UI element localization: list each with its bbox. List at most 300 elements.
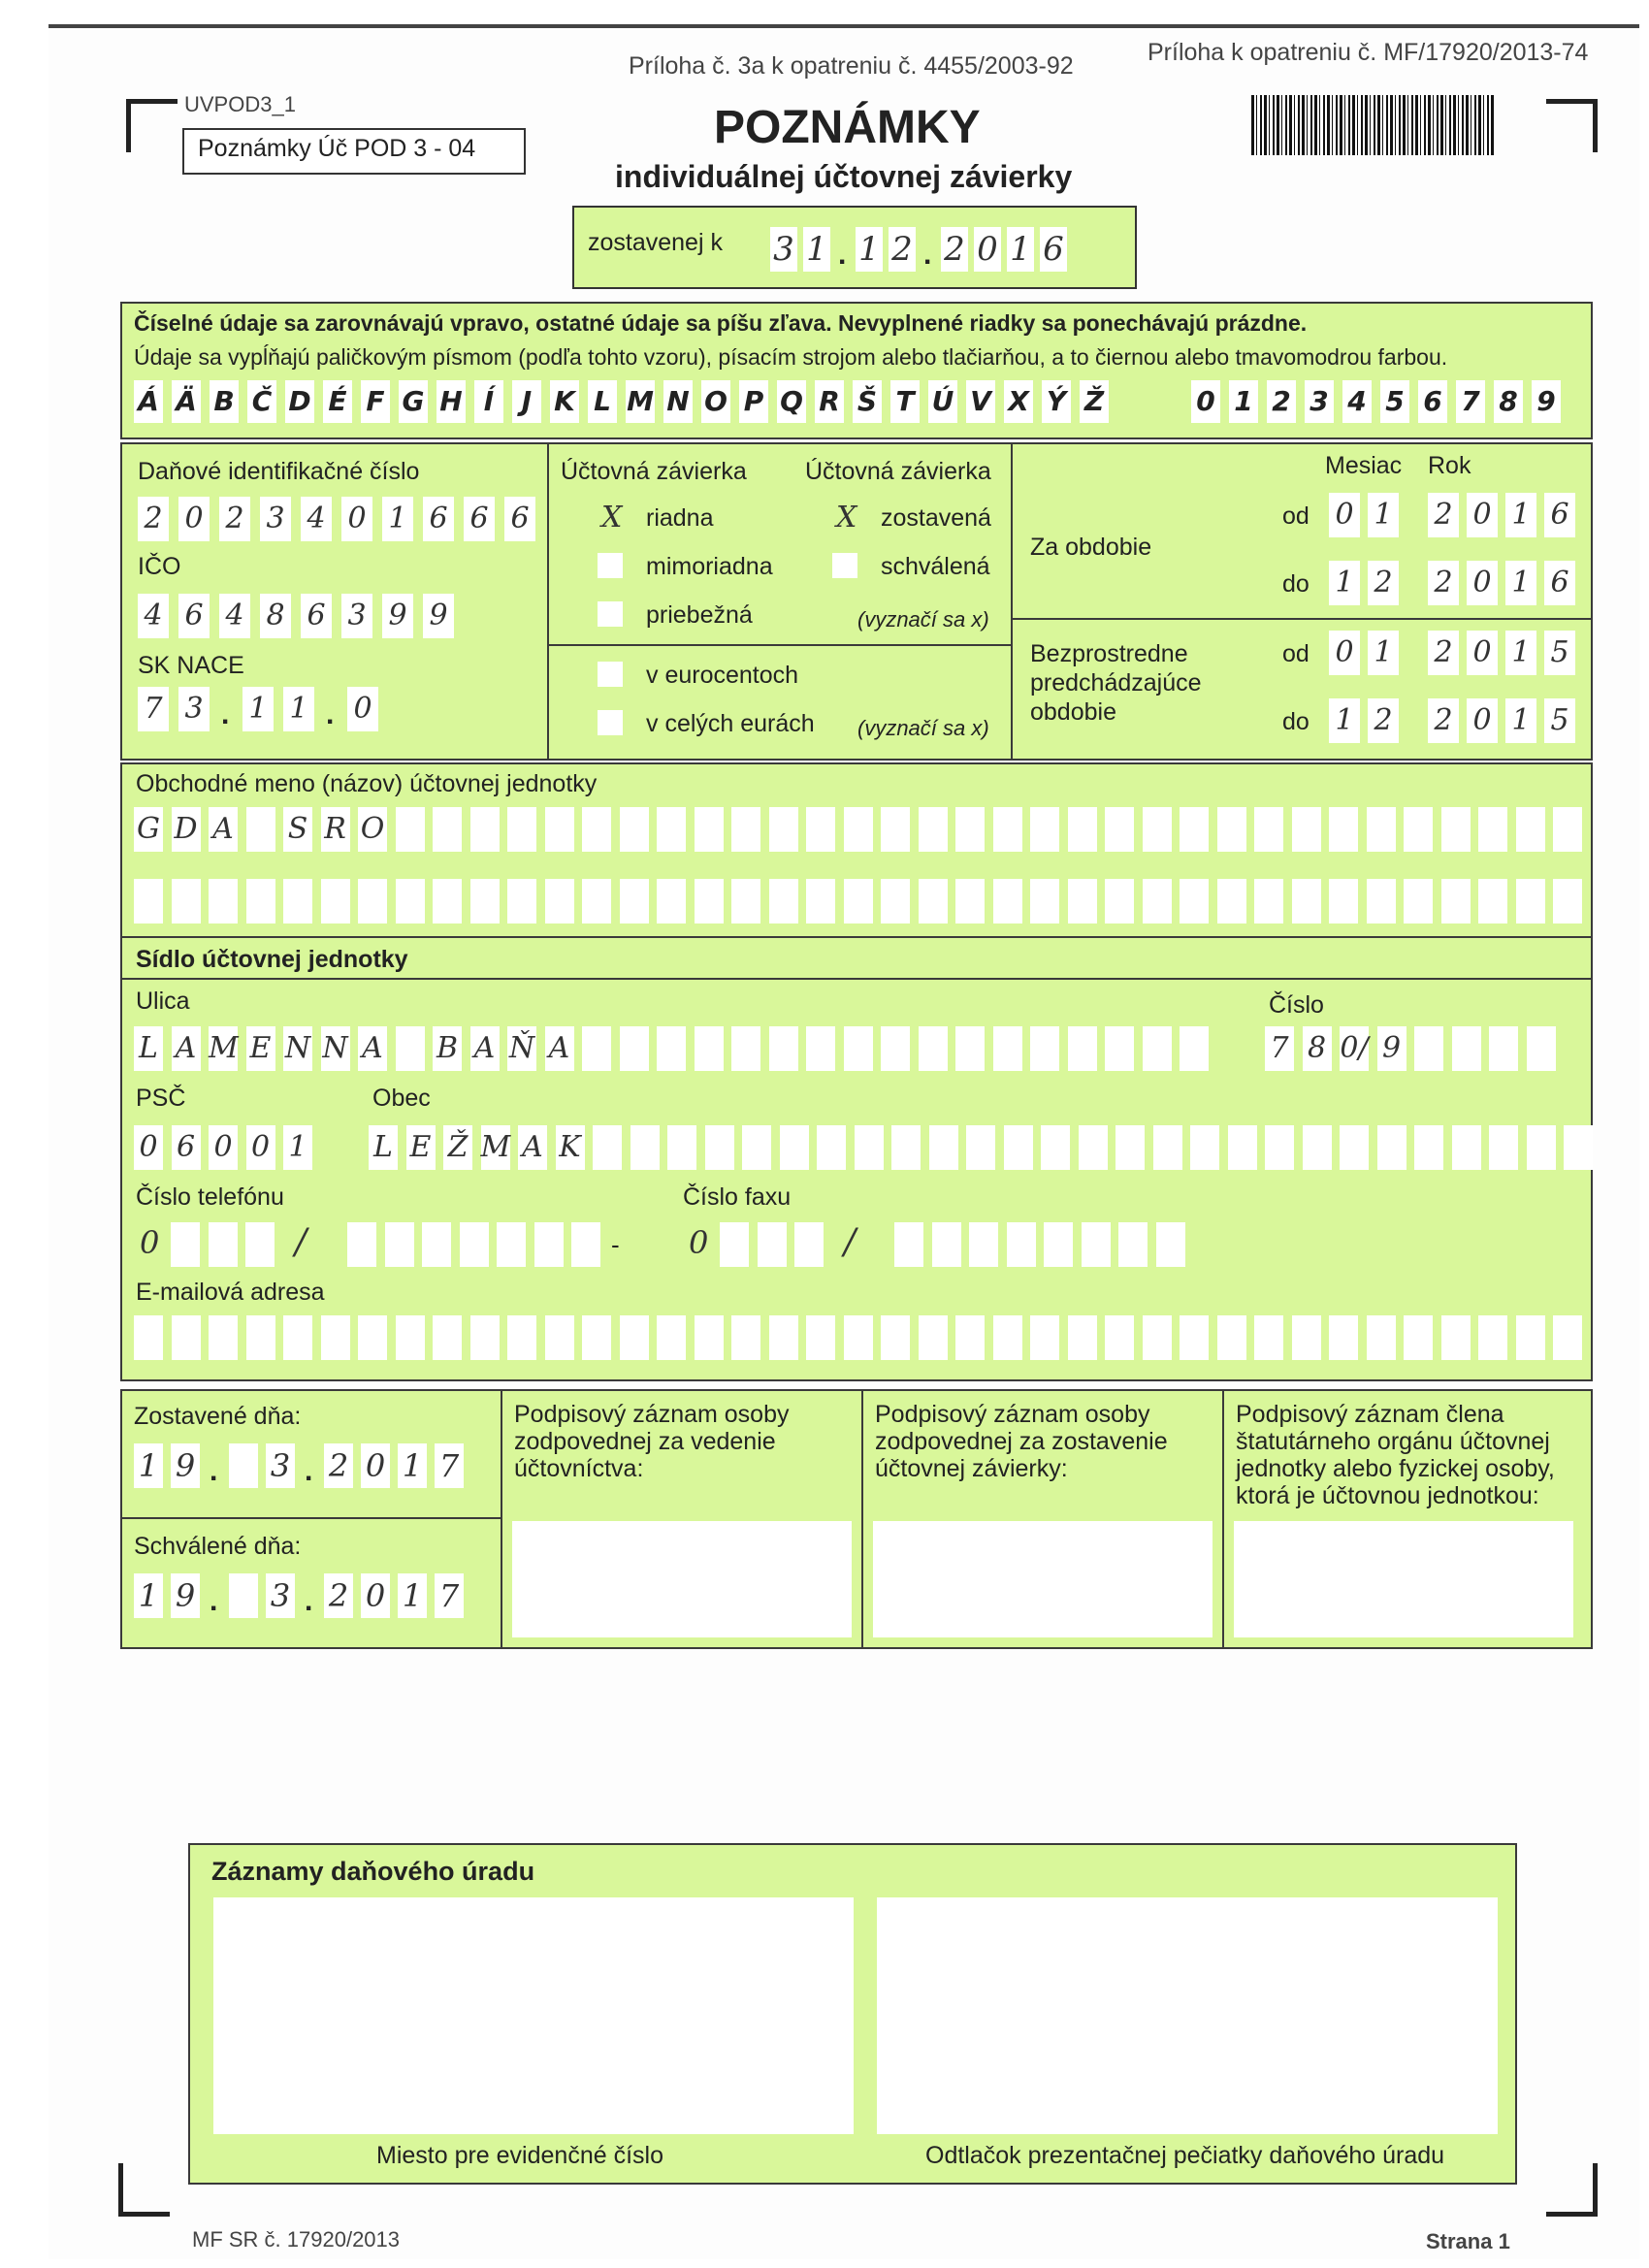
date-cell[interactable]: [435, 1573, 464, 1618]
phone-cell[interactable]: [534, 1222, 564, 1267]
name-cell[interactable]: [731, 807, 760, 852]
city-cell[interactable]: [1303, 1125, 1332, 1170]
sample-letter-cell: [890, 380, 920, 423]
city-cell[interactable]: [1228, 1125, 1257, 1170]
email-cell[interactable]: [657, 1315, 686, 1360]
zostavena-checkbox-mark[interactable]: X: [836, 501, 857, 535]
phone-cell[interactable]: [347, 1222, 376, 1267]
name-cell[interactable]: [1553, 879, 1582, 923]
nace-cell[interactable]: [283, 687, 314, 731]
name-cell[interactable]: [321, 879, 350, 923]
date-cell[interactable]: [171, 1443, 200, 1488]
city-cell[interactable]: [1527, 1125, 1556, 1170]
email-cell[interactable]: [1217, 1315, 1246, 1360]
street-cell[interactable]: [806, 1026, 835, 1071]
city-cell[interactable]: [630, 1125, 660, 1170]
fax-cell[interactable]: [1082, 1222, 1111, 1267]
name-cell[interactable]: [507, 807, 536, 852]
ico-cell[interactable]: [382, 594, 413, 638]
email-cell[interactable]: [1441, 1315, 1471, 1360]
number-cell[interactable]: [1340, 1026, 1369, 1071]
fax-cell[interactable]: [1156, 1222, 1185, 1267]
name-cell[interactable]: [134, 807, 163, 852]
name-cell[interactable]: [1030, 879, 1059, 923]
month-cell[interactable]: [1368, 561, 1399, 605]
cell-char: Q: [780, 385, 803, 417]
city-cell[interactable]: [1041, 1125, 1070, 1170]
date-cell[interactable]: [361, 1443, 390, 1488]
city-cell[interactable]: [1377, 1125, 1406, 1170]
city-cell[interactable]: [1564, 1125, 1593, 1170]
month-cell[interactable]: [1329, 561, 1360, 605]
phone-cell[interactable]: [497, 1222, 526, 1267]
mimoriadna-checkbox[interactable]: [598, 553, 623, 578]
name-cell[interactable]: [1478, 807, 1507, 852]
month-cell[interactable]: [1368, 493, 1399, 537]
name-cell[interactable]: [806, 807, 835, 852]
name-cell[interactable]: [1030, 807, 1059, 852]
email-cell[interactable]: [433, 1315, 462, 1360]
street-cell[interactable]: [209, 1026, 238, 1071]
street-cell[interactable]: [620, 1026, 649, 1071]
psc-cell[interactable]: [246, 1125, 275, 1170]
eurocent-checkbox[interactable]: [598, 662, 623, 687]
name-cell[interactable]: [582, 807, 611, 852]
date-cell[interactable]: [435, 1443, 464, 1488]
email-cell[interactable]: [1143, 1315, 1172, 1360]
name-cell[interactable]: [1441, 879, 1471, 923]
dic-cell[interactable]: [178, 497, 210, 541]
email-cell[interactable]: [1105, 1315, 1134, 1360]
fax-cell[interactable]: [720, 1222, 749, 1267]
ico-cell[interactable]: [178, 594, 210, 638]
year-cell[interactable]: [1467, 493, 1498, 537]
month-cell[interactable]: [1329, 493, 1360, 537]
psc-cell[interactable]: [172, 1125, 201, 1170]
street-cell[interactable]: [695, 1026, 724, 1071]
name-cell[interactable]: [919, 879, 948, 923]
name-cell[interactable]: [172, 807, 201, 852]
number-cell[interactable]: [1452, 1026, 1481, 1071]
street-cell[interactable]: [993, 1026, 1022, 1071]
name-cell[interactable]: [1404, 807, 1433, 852]
name-cell[interactable]: [209, 879, 238, 923]
email-cell[interactable]: [246, 1315, 275, 1360]
name-cell[interactable]: [955, 879, 985, 923]
street-cell[interactable]: [1068, 1026, 1097, 1071]
street-cell[interactable]: [246, 1026, 275, 1071]
date-cell[interactable]: [398, 1573, 427, 1618]
city-cell[interactable]: [780, 1125, 809, 1170]
ico-cell[interactable]: [341, 594, 372, 638]
name-cell[interactable]: [1217, 879, 1246, 923]
fax-cell[interactable]: [969, 1222, 998, 1267]
year-cell[interactable]: [1428, 561, 1459, 605]
name-cell[interactable]: [283, 807, 312, 852]
eur-checkbox[interactable]: [598, 710, 623, 735]
email-cell[interactable]: [844, 1315, 873, 1360]
street-cell[interactable]: [731, 1026, 760, 1071]
name-cell[interactable]: [396, 879, 425, 923]
phone-cell[interactable]: [385, 1222, 414, 1267]
phone-cell[interactable]: [571, 1222, 600, 1267]
city-cell[interactable]: [1414, 1125, 1443, 1170]
name-cell[interactable]: [695, 807, 724, 852]
dic-cell[interactable]: [382, 497, 413, 541]
email-cell[interactable]: [695, 1315, 724, 1360]
month-cell[interactable]: [1368, 631, 1399, 675]
street-cell[interactable]: [1030, 1026, 1059, 1071]
street-cell[interactable]: [1180, 1026, 1209, 1071]
city-cell[interactable]: [1265, 1125, 1294, 1170]
city-cell[interactable]: [817, 1125, 846, 1170]
name-cell[interactable]: [246, 807, 275, 852]
email-cell[interactable]: [919, 1315, 948, 1360]
street-cell[interactable]: [134, 1026, 163, 1071]
phone-cell[interactable]: [422, 1222, 451, 1267]
name-cell[interactable]: [134, 879, 163, 923]
email-cell[interactable]: [806, 1315, 835, 1360]
fax-cell[interactable]: [794, 1222, 824, 1267]
fax-cell[interactable]: [758, 1222, 787, 1267]
fax-cell[interactable]: [1007, 1222, 1036, 1267]
name-cell[interactable]: [1217, 807, 1246, 852]
phone-cell[interactable]: [245, 1222, 275, 1267]
name-cell[interactable]: [657, 879, 686, 923]
number-cell[interactable]: [1414, 1026, 1443, 1071]
name-cell[interactable]: [1329, 807, 1358, 852]
nace-cell[interactable]: [242, 687, 274, 731]
email-cell[interactable]: [1478, 1315, 1507, 1360]
email-cell[interactable]: [993, 1315, 1022, 1360]
name-cell[interactable]: [1367, 879, 1396, 923]
dic-cell[interactable]: [341, 497, 372, 541]
city-cell[interactable]: [556, 1125, 585, 1170]
name-cell[interactable]: [545, 879, 574, 923]
street-cell[interactable]: [545, 1026, 574, 1071]
street-cell[interactable]: [919, 1026, 948, 1071]
street-cell[interactable]: [881, 1026, 910, 1071]
email-cell[interactable]: [1030, 1315, 1059, 1360]
year-cell[interactable]: [1505, 561, 1536, 605]
year-cell[interactable]: [1428, 698, 1459, 743]
cell-char: K: [554, 385, 575, 417]
fax-cell[interactable]: [932, 1222, 961, 1267]
name-cell[interactable]: [1254, 807, 1283, 852]
city-cell[interactable]: [1079, 1125, 1108, 1170]
phone-cell[interactable]: [171, 1222, 200, 1267]
nace-cell[interactable]: [347, 687, 378, 731]
name-cell[interactable]: [1143, 807, 1172, 852]
street-cell[interactable]: [1143, 1026, 1172, 1071]
name-cell[interactable]: [1254, 879, 1283, 923]
name-cell[interactable]: [1105, 807, 1134, 852]
psc-cell[interactable]: [134, 1125, 163, 1170]
city-cell[interactable]: [929, 1125, 958, 1170]
city-cell[interactable]: [1116, 1125, 1145, 1170]
street-cell[interactable]: [507, 1026, 536, 1071]
city-cell[interactable]: [481, 1125, 510, 1170]
name-cell[interactable]: [1367, 807, 1396, 852]
street-cell[interactable]: [172, 1026, 201, 1071]
street-cell[interactable]: [470, 1026, 500, 1071]
email-cell[interactable]: [134, 1315, 163, 1360]
dic-cell[interactable]: [423, 497, 454, 541]
year-cell[interactable]: [1505, 698, 1536, 743]
city-cell[interactable]: [667, 1125, 696, 1170]
psc-cell[interactable]: [283, 1125, 312, 1170]
email-cell[interactable]: [358, 1315, 387, 1360]
ico-cell[interactable]: [260, 594, 291, 638]
year-cell[interactable]: [1544, 631, 1575, 675]
cell-char: Ž: [1083, 385, 1105, 417]
name-cell[interactable]: [993, 879, 1022, 923]
name-cell[interactable]: [1180, 807, 1209, 852]
ico-cell[interactable]: [423, 594, 454, 638]
name-cell[interactable]: [1292, 807, 1321, 852]
city-cell[interactable]: [1340, 1125, 1369, 1170]
email-cell[interactable]: [172, 1315, 201, 1360]
name-cell[interactable]: [881, 807, 910, 852]
street-cell[interactable]: [321, 1026, 350, 1071]
cell-char: 4: [1347, 385, 1367, 417]
street-cell[interactable]: [433, 1026, 462, 1071]
name-cell[interactable]: [844, 807, 873, 852]
name-cell[interactable]: [470, 807, 500, 852]
cell-char: 7: [144, 692, 163, 726]
city-cell[interactable]: [1153, 1125, 1182, 1170]
street-cell[interactable]: [769, 1026, 798, 1071]
priebezna-checkbox[interactable]: [598, 601, 623, 627]
name-cell[interactable]: [433, 879, 462, 923]
name-cell[interactable]: [172, 879, 201, 923]
city-cell[interactable]: [518, 1125, 547, 1170]
cell-char: D: [174, 812, 198, 846]
name-cell[interactable]: [1068, 807, 1097, 852]
email-cell[interactable]: [1180, 1315, 1209, 1360]
name-cell[interactable]: [731, 879, 760, 923]
date-cell[interactable]: [324, 1573, 353, 1618]
number-cell[interactable]: [1265, 1026, 1294, 1071]
riadna-checkbox-mark[interactable]: X: [601, 501, 623, 535]
name-cell[interactable]: [358, 879, 387, 923]
dic-cell[interactable]: [301, 497, 332, 541]
city-cell[interactable]: [369, 1125, 398, 1170]
year-cell[interactable]: [1467, 631, 1498, 675]
name-cell[interactable]: [1441, 807, 1471, 852]
ico-cell[interactable]: [219, 594, 250, 638]
email-cell[interactable]: [396, 1315, 425, 1360]
year-cell[interactable]: [1505, 631, 1536, 675]
name-cell[interactable]: [844, 879, 873, 923]
name-cell[interactable]: [1553, 807, 1582, 852]
name-cell[interactable]: [321, 807, 350, 852]
month-cell[interactable]: [1329, 631, 1360, 675]
email-cell[interactable]: [1254, 1315, 1283, 1360]
ico-cell[interactable]: [301, 594, 332, 638]
name-cell[interactable]: [209, 807, 238, 852]
date-cell[interactable]: [361, 1573, 390, 1618]
email-cell[interactable]: [955, 1315, 985, 1360]
date-cell[interactable]: [134, 1573, 163, 1618]
fax-cell[interactable]: [1118, 1222, 1148, 1267]
email-cell[interactable]: [1404, 1315, 1433, 1360]
name-cell[interactable]: [396, 807, 425, 852]
nace-cell[interactable]: [138, 687, 169, 731]
name-cell[interactable]: [769, 879, 798, 923]
street-cell[interactable]: [657, 1026, 686, 1071]
dic-cell[interactable]: [464, 497, 495, 541]
email-cell[interactable]: [1329, 1315, 1358, 1360]
dic-cell[interactable]: [219, 497, 250, 541]
city-cell[interactable]: [406, 1125, 436, 1170]
name-cell[interactable]: [1329, 879, 1358, 923]
name-cell[interactable]: [1143, 879, 1172, 923]
city-cell[interactable]: [1452, 1125, 1481, 1170]
name-cell[interactable]: [1180, 879, 1209, 923]
city-cell[interactable]: [1004, 1125, 1033, 1170]
nace-cell[interactable]: [178, 687, 210, 731]
email-cell[interactable]: [507, 1315, 536, 1360]
signature-field-statutory[interactable]: [1234, 1521, 1573, 1637]
name-cell[interactable]: [283, 879, 312, 923]
email-cell[interactable]: [881, 1315, 910, 1360]
email-cell[interactable]: [1516, 1315, 1545, 1360]
street-cell[interactable]: [844, 1026, 873, 1071]
year-cell[interactable]: [1544, 698, 1575, 743]
email-cell[interactable]: [1068, 1315, 1097, 1360]
city-cell[interactable]: [1190, 1125, 1219, 1170]
year-cell[interactable]: [1467, 698, 1498, 743]
number-cell[interactable]: [1377, 1026, 1406, 1071]
cell-char: 0: [347, 502, 367, 535]
dic-cell[interactable]: [504, 497, 535, 541]
signature-field-accounting[interactable]: [512, 1521, 852, 1637]
year-cell[interactable]: [1428, 493, 1459, 537]
name-cell[interactable]: [1068, 879, 1097, 923]
email-cell[interactable]: [283, 1315, 312, 1360]
dic-cell[interactable]: [138, 497, 169, 541]
email-cell[interactable]: [321, 1315, 350, 1360]
name-cell[interactable]: [919, 807, 948, 852]
phone-cell[interactable]: [209, 1222, 238, 1267]
name-cell[interactable]: [620, 879, 649, 923]
date-cell[interactable]: [171, 1573, 200, 1618]
email-cell[interactable]: [620, 1315, 649, 1360]
email-cell[interactable]: [1553, 1315, 1582, 1360]
ico-cell[interactable]: [138, 594, 169, 638]
city-cell[interactable]: [593, 1125, 622, 1170]
street-cell[interactable]: [1105, 1026, 1134, 1071]
date-cell[interactable]: [324, 1443, 353, 1488]
name-cell[interactable]: [1292, 879, 1321, 923]
name-cell[interactable]: [881, 879, 910, 923]
cell-char: 5: [1550, 635, 1569, 669]
psc-cell[interactable]: [209, 1125, 238, 1170]
city-cell[interactable]: [891, 1125, 921, 1170]
name-cell[interactable]: [695, 879, 724, 923]
name-cell[interactable]: [620, 807, 649, 852]
city-cell[interactable]: [1489, 1125, 1518, 1170]
name-cell[interactable]: [507, 879, 536, 923]
name-cell[interactable]: [955, 807, 985, 852]
month-cell[interactable]: [1329, 698, 1360, 743]
email-cell[interactable]: [1367, 1315, 1396, 1360]
street-cell[interactable]: [283, 1026, 312, 1071]
year-cell[interactable]: [1505, 493, 1536, 537]
email-cell[interactable]: [209, 1315, 238, 1360]
signature-field-statement[interactable]: [873, 1521, 1212, 1637]
email-cell[interactable]: [769, 1315, 798, 1360]
name-cell[interactable]: [358, 807, 387, 852]
name-cell[interactable]: [769, 807, 798, 852]
schvalena-checkbox[interactable]: [832, 553, 857, 578]
name-cell[interactable]: [433, 807, 462, 852]
fax-cell[interactable]: [894, 1222, 923, 1267]
email-cell[interactable]: [470, 1315, 500, 1360]
number-cell[interactable]: [1303, 1026, 1332, 1071]
name-cell[interactable]: [582, 879, 611, 923]
email-cell[interactable]: [1292, 1315, 1321, 1360]
date-cell[interactable]: [266, 1573, 295, 1618]
email-cell[interactable]: [545, 1315, 574, 1360]
name-cell[interactable]: [1516, 807, 1545, 852]
date-cell[interactable]: [134, 1443, 163, 1488]
street-cell[interactable]: [358, 1026, 387, 1071]
city-cell[interactable]: [742, 1125, 771, 1170]
city-cell[interactable]: [443, 1125, 472, 1170]
street-cell[interactable]: [955, 1026, 985, 1071]
month-cell[interactable]: [1368, 698, 1399, 743]
city-cell[interactable]: [705, 1125, 734, 1170]
name-cell[interactable]: [470, 879, 500, 923]
name-cell[interactable]: [545, 807, 574, 852]
year-cell[interactable]: [1544, 493, 1575, 537]
date-cell[interactable]: [398, 1443, 427, 1488]
date-cell[interactable]: [229, 1573, 258, 1618]
separator-dot: .: [305, 1585, 313, 1617]
email-cell[interactable]: [582, 1315, 611, 1360]
cell-char: V: [970, 385, 991, 417]
name-cell[interactable]: [806, 879, 835, 923]
fax-cell[interactable]: [1044, 1222, 1073, 1267]
name-cell[interactable]: [657, 807, 686, 852]
year-cell[interactable]: [1467, 561, 1498, 605]
city-cell[interactable]: [966, 1125, 995, 1170]
year-cell[interactable]: [1428, 631, 1459, 675]
phone-cell[interactable]: [460, 1222, 489, 1267]
number-cell[interactable]: [1527, 1026, 1556, 1071]
dic-cell[interactable]: [260, 497, 291, 541]
city-cell[interactable]: [855, 1125, 884, 1170]
date-cell[interactable]: [266, 1443, 295, 1488]
name-cell[interactable]: [246, 879, 275, 923]
footer-form-number: MF SR č. 17920/2013: [192, 2227, 401, 2252]
street-cell[interactable]: [582, 1026, 611, 1071]
street-cell[interactable]: [396, 1026, 425, 1071]
name-cell[interactable]: [1516, 879, 1545, 923]
name-cell[interactable]: [1105, 879, 1134, 923]
name-cell[interactable]: [993, 807, 1022, 852]
date-cell[interactable]: [229, 1443, 258, 1488]
name-cell[interactable]: [1478, 879, 1507, 923]
name-cell[interactable]: [1404, 879, 1433, 923]
email-cell[interactable]: [731, 1315, 760, 1360]
cell-char: 9: [175, 1447, 196, 1484]
cell-char: 7: [438, 1447, 460, 1484]
number-cell[interactable]: [1489, 1026, 1518, 1071]
year-cell[interactable]: [1544, 561, 1575, 605]
